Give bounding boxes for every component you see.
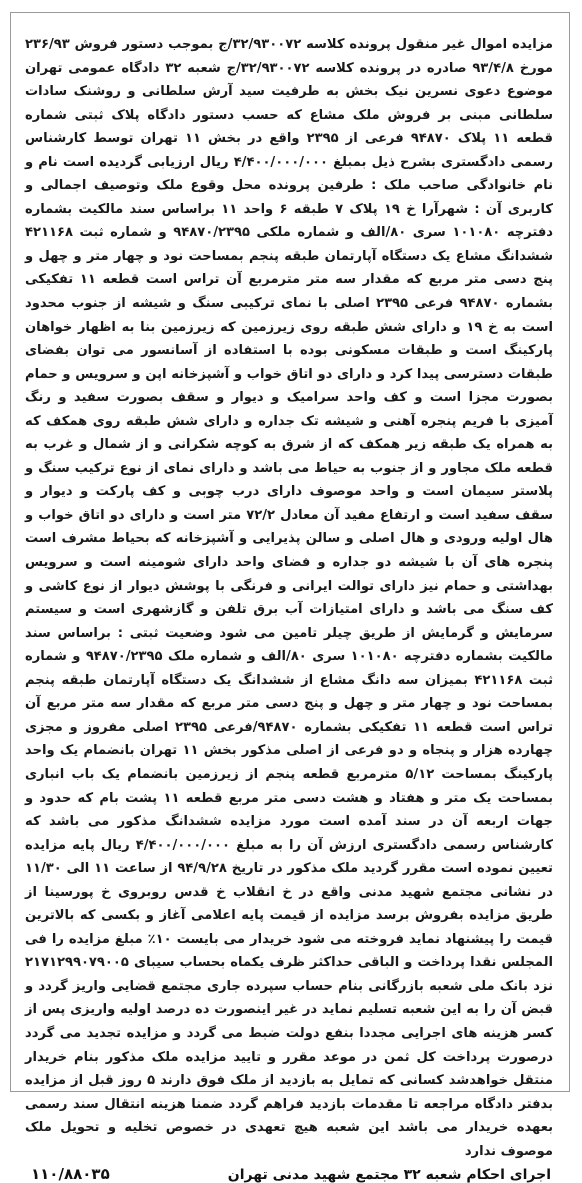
reference-number: ۱۱۰/۸۸۰۳۵ [31, 1165, 110, 1183]
auction-notice [10, 12, 570, 1183]
notice-text: مزایده اموال غیر منقول پرونده کلاسه ۳۲/۹۳۰۰۷۲/ج بموجب دستور فروش ۲۳۶/۹۳ مورخ ۹۳/۴/۸ صادره در پرونده کلاسه ۳۲/۹۳۰۰۷۲/ج شعبه ۳۲ دادگاه عمومی تهران موضوع دعوی نسرین نیک بخش به طرفیت سید آرش سلطانی و روشنک سادات سلطانی مبنی بر فروش ملک مشاع که حسب دستور دادگاه پلاک ثبتی شماره قطعه ۱۱ پلاک ۹۴۸۷۰ فرعی از ۲۳۹۵ واقع در بخش ۱۱ تهران توسط کارشناس رسمی دادگستری بشرح ذیل بمبلغ ۴/۴۰۰/۰۰۰/۰۰۰ ریال ارزیابی گردیده است نام و نام خانوادگی صاحب ملک : طرفین پرونده محل وقوع ملک وتوصیف اجمالی و کاربری آن : شهرآرا خ ۱۹ پلاک ۷ طبقه ۶ واحد ۱۱ براساس سند مالکیت بشماره دفترچه ۱۰۱۰۸۰ سری ۸۰/الف و شماره ملکی ۹۴۸۷۰/۲۳۹۵ و شماره ثبت ۴۲۱۱۶۸ ششدانگ مشاع یک دستگاه آپارتمان طبقه پنجم بمساحت نود و چهار متر و چهل و پنج دسی متر مربع که مقدار سه متر مترمربع آن تراس است قطعه ۱۱ تفکیکی بشماره ۹۴۸۷۰ فرعی ۲۳۹۵ اصلی با نمای ترکیبی سنگ و شیشه از جنوب محدود است به خ ۱۹ و دارای شش طبقه روی زیرزمین که زیرزمین بنا به اظهار خواهان پارکینگ است و طبقات مسکونی بوده با استفاده از آسانسور می توان بفضای طبقات دسترسی پیدا کرد و دارای دو اتاق خواب و آشپزخانه اپن و سرویس و حمام بصورت مجزا است و کف واحد سرامیک و دیوار و سقف بصورت سفید و رنگ آمیزی با فریم پنجره آهنی و شیشه تک جداره و دارای شش طبقه روی همکف که به همراه یک طبقه زیر همکف که از شرق به کوچه شکرانی و از شمال و غرب به قطعه ملک مجاور و از جنوب به حیاط می باشد و دارای نمای از نوع ترکیب سنگ و پلاستر سیمان است و واحد موصوف دارای درب چوبی و کف پارکت و دیوار و سقف سفید است و ارتفاع مفید آن معادل ۷۲/۲ متر است و دارای دو اتاق خواب و هال اولیه ورودی و هال اصلی و سالن پذیرایی و آشپزخانه که بحیاط مشرف است پنجره های آن با شیشه دو جداره و فضای واحد دارای شومینه است و سرویس بهداشتی و حمام نیز دارای توالت ایرانی و فرنگی با پوشش دیوار از نوع کاشی و کف سنگ می باشد و دارای امتیازات آب برق تلفن و گازشهری است و سیستم سرمایش و گرمایش از طریق چیلر تامین می شود وضعیت ثبتی : براساس سند مالکیت بشماره دفترچه ۱۰۱۰۸۰ سری ۸۰/الف و شماره ملک ۹۴۸۷۰/۲۳۹۵ و شماره ثبت ۴۲۱۱۶۸ بمیزان سه دانگ مشاع از ششدانگ یک دستگاه آپارتمان طبقه پنجم بمساحت نود و چهار متر و چهل و پنج دسی متر مربع که مقدار سه متر مربع آن تراس است قطعه ۱۱ تفکیکی بشماره ۹۴۸۷۰/فرعی ۲۳۹۵ اصلی مفروز و مجزی چهارده هزار و پنجاه و دو فرعی از اصلی مذکور بخش ۱۱ تهران بانضمام یک واحد پارکینگ بمساحت ۵/۱۲ مترمربع قطعه پنجم از زیرزمین بانضمام یک باب انباری بمساحت یک متر و هفتاد و هشت دسی متر مربع قطعه ۱۱ پشت بام که حدود و جهات اربعه آن در سند آمده است مورد مزایده ششدانگ مذکور می باشد که کارشناس رسمی دادگستری ارزش آن را به مبلغ ۴/۴۰۰/۰۰۰/۰۰۰ ریال پایه مزایده تعیین نموده است مقرر گردید ملک مذکور در تاریخ ۹۴/۹/۲۸ از ساعت ۱۱ الی ۱۱/۳۰ در نشانی مجتمع شهید مدنی واقع در خ انقلاب خ قدس روبروی خ پورسینا از طریق مزایده بفروش برسد مزایده از قیمت پایه اعلامی آغاز و بکسی که بالاترین قیمت را پیشنهاد نماید فروخته می شود خریدار می بایست ۱۰٪ مبلغ مزایده را فی المجلس نقدا پرداخت و الباقی حداکثر ظرف یکماه بحساب سیبای ۲۱۷۱۲۹۹۰۷۹۰۰۵ نزد بانک ملی شعبه بازرگانی بنام حساب سپرده جاری مجتمع قضایی واریز گردد و قبض آن را به این شعبه تسلیم نماید در غیر اینصورت ده درصد اولیه واریزی پس از کسر هزینه های اجرایی مجددا بنفع دولت ضبط می گردد و مزایده تجدید می گردد درصورت پرداخت کل ثمن در موعد مقرر و تایید مزایده ملک مذکور بنام خریدار منتقل خواهدشد کسانی که تمایل به بازدید از ملک فوق دارند ۵ روز قبل از مزایده بدفتر دادگاه مراجعه تا مقدمات بازدید فراهم گردد ضمنا هزینه انتقال سند رسمی بعهده خریدار می باشد این شعبه هیچ تعهدی در خصوص تخلیه و تحویل ملک موصوف ندارد [25, 37, 554, 1159]
notice-body [11, 13, 569, 1163]
notice-footer [11, 1163, 569, 1183]
issuer-signature: اجرای احکام شعبه ۳۲ مجتمع شهید مدنی تهران [227, 1167, 551, 1183]
